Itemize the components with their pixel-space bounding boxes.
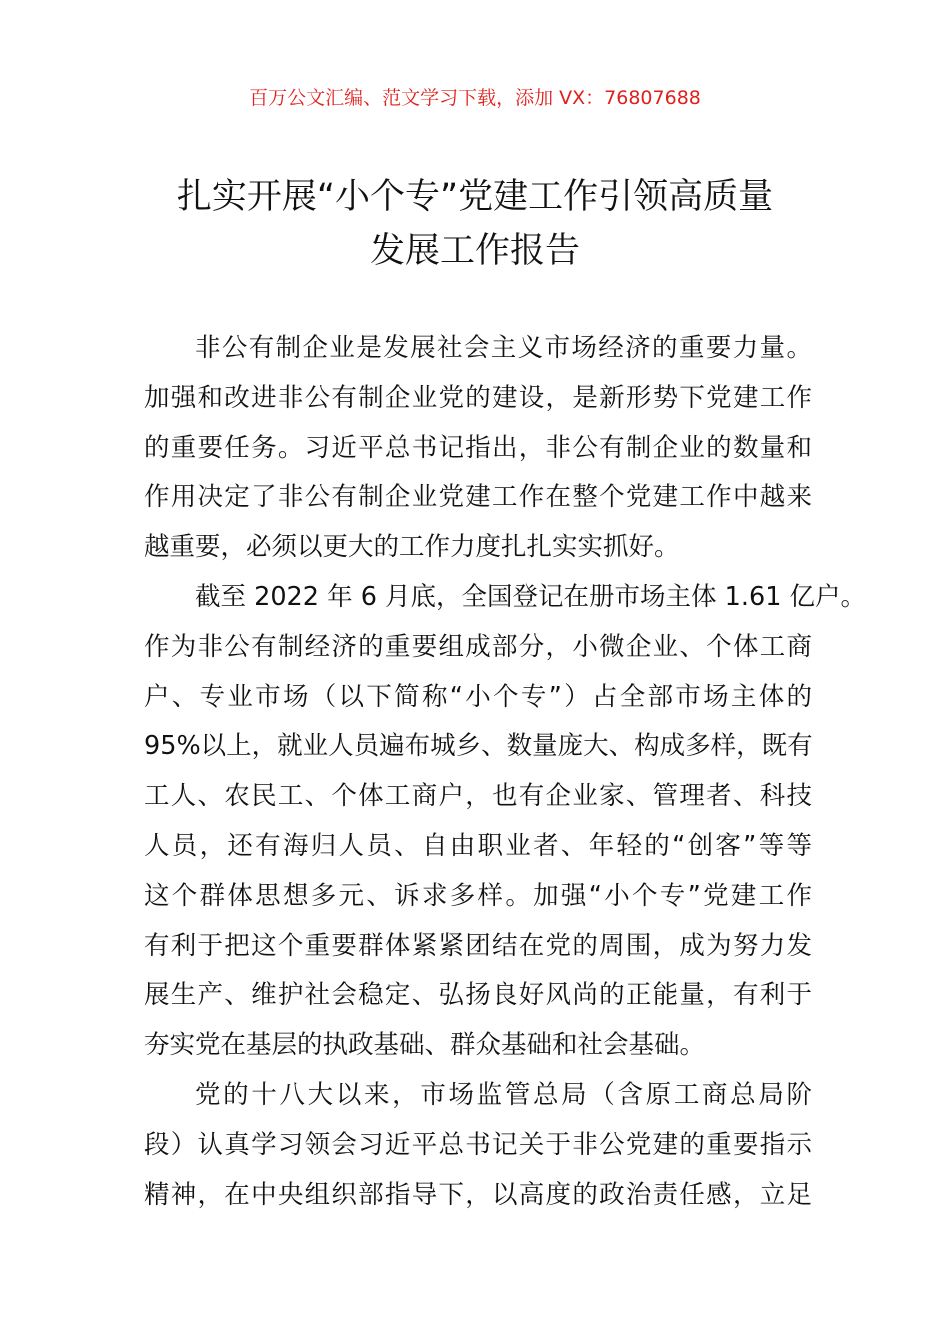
text-line: 作为非公有制经济的重要组成部分，小微企业、个体工商 [144,631,812,662]
text-line: 夯实党在基层的执政基础、群众基础和社会基础。 [144,1030,706,1061]
text-line: 人员，还有海归人员、自由职业者、年轻的“创客”等等 [144,830,812,861]
text-line: 展生产、维护社会稳定、弘扬良好风尚的正能量，有利于 [144,980,812,1011]
text-line: 95%以上，就业人员遍布城乡、数量庞大、构成多样，既有 [144,731,813,762]
document-title [120,170,830,278]
paragraph-1 [144,324,812,573]
text-line: 段）认真学习领会习近平总书记关于非公党建的重要指示 [144,1129,812,1160]
text-line: 越重要，必须以更大的工作力度扎扎实实抓好。 [144,532,680,563]
text-line: 的重要任务。习近平总书记指出，非公有制企业的数量和 [144,432,812,463]
text-line: 户、专业市场（以下简称“小个专”）占全部市场主体的 [144,681,812,712]
text-line: 非公有制企业是发展社会主义市场经济的重要力量。 [195,333,812,363]
text-line: 截至 2022 年 6 月底，全国登记在册市场主体 1.61 亿户。 [195,581,867,612]
paragraph-2 [144,573,867,1071]
document-body [144,324,867,1220]
title-line-1: 扎实开展“小个专”党建工作引领高质量 [176,177,774,217]
title-line-2: 发展工作报告 [369,231,580,271]
text-line: 有利于把这个重要群体紧紧团结在党的周围，成为努力发 [144,930,812,961]
text-line: 工人、农民工、个体工商户，也有企业家、管理者、科技 [144,781,812,812]
text-line: 精神，在中央组织部指导下，以高度的政治责任感，立足 [144,1179,812,1210]
watermark-header: 百万公文汇编、范文学习下载，添加 VX：76807688 [249,87,701,109]
paragraph-3 [144,1071,812,1220]
text-line: 加强和改进非公有制企业党的建设，是新形势下党建工作 [144,382,812,413]
text-line: 作用决定了非公有制企业党建工作在整个党建工作中越来 [144,482,812,513]
text-line: 党的十八大以来，市场监管总局（含原工商总局阶 [195,1079,812,1110]
text-line: 这个群体思想多元、诉求多样。加强“小个专”党建工作 [144,880,812,911]
